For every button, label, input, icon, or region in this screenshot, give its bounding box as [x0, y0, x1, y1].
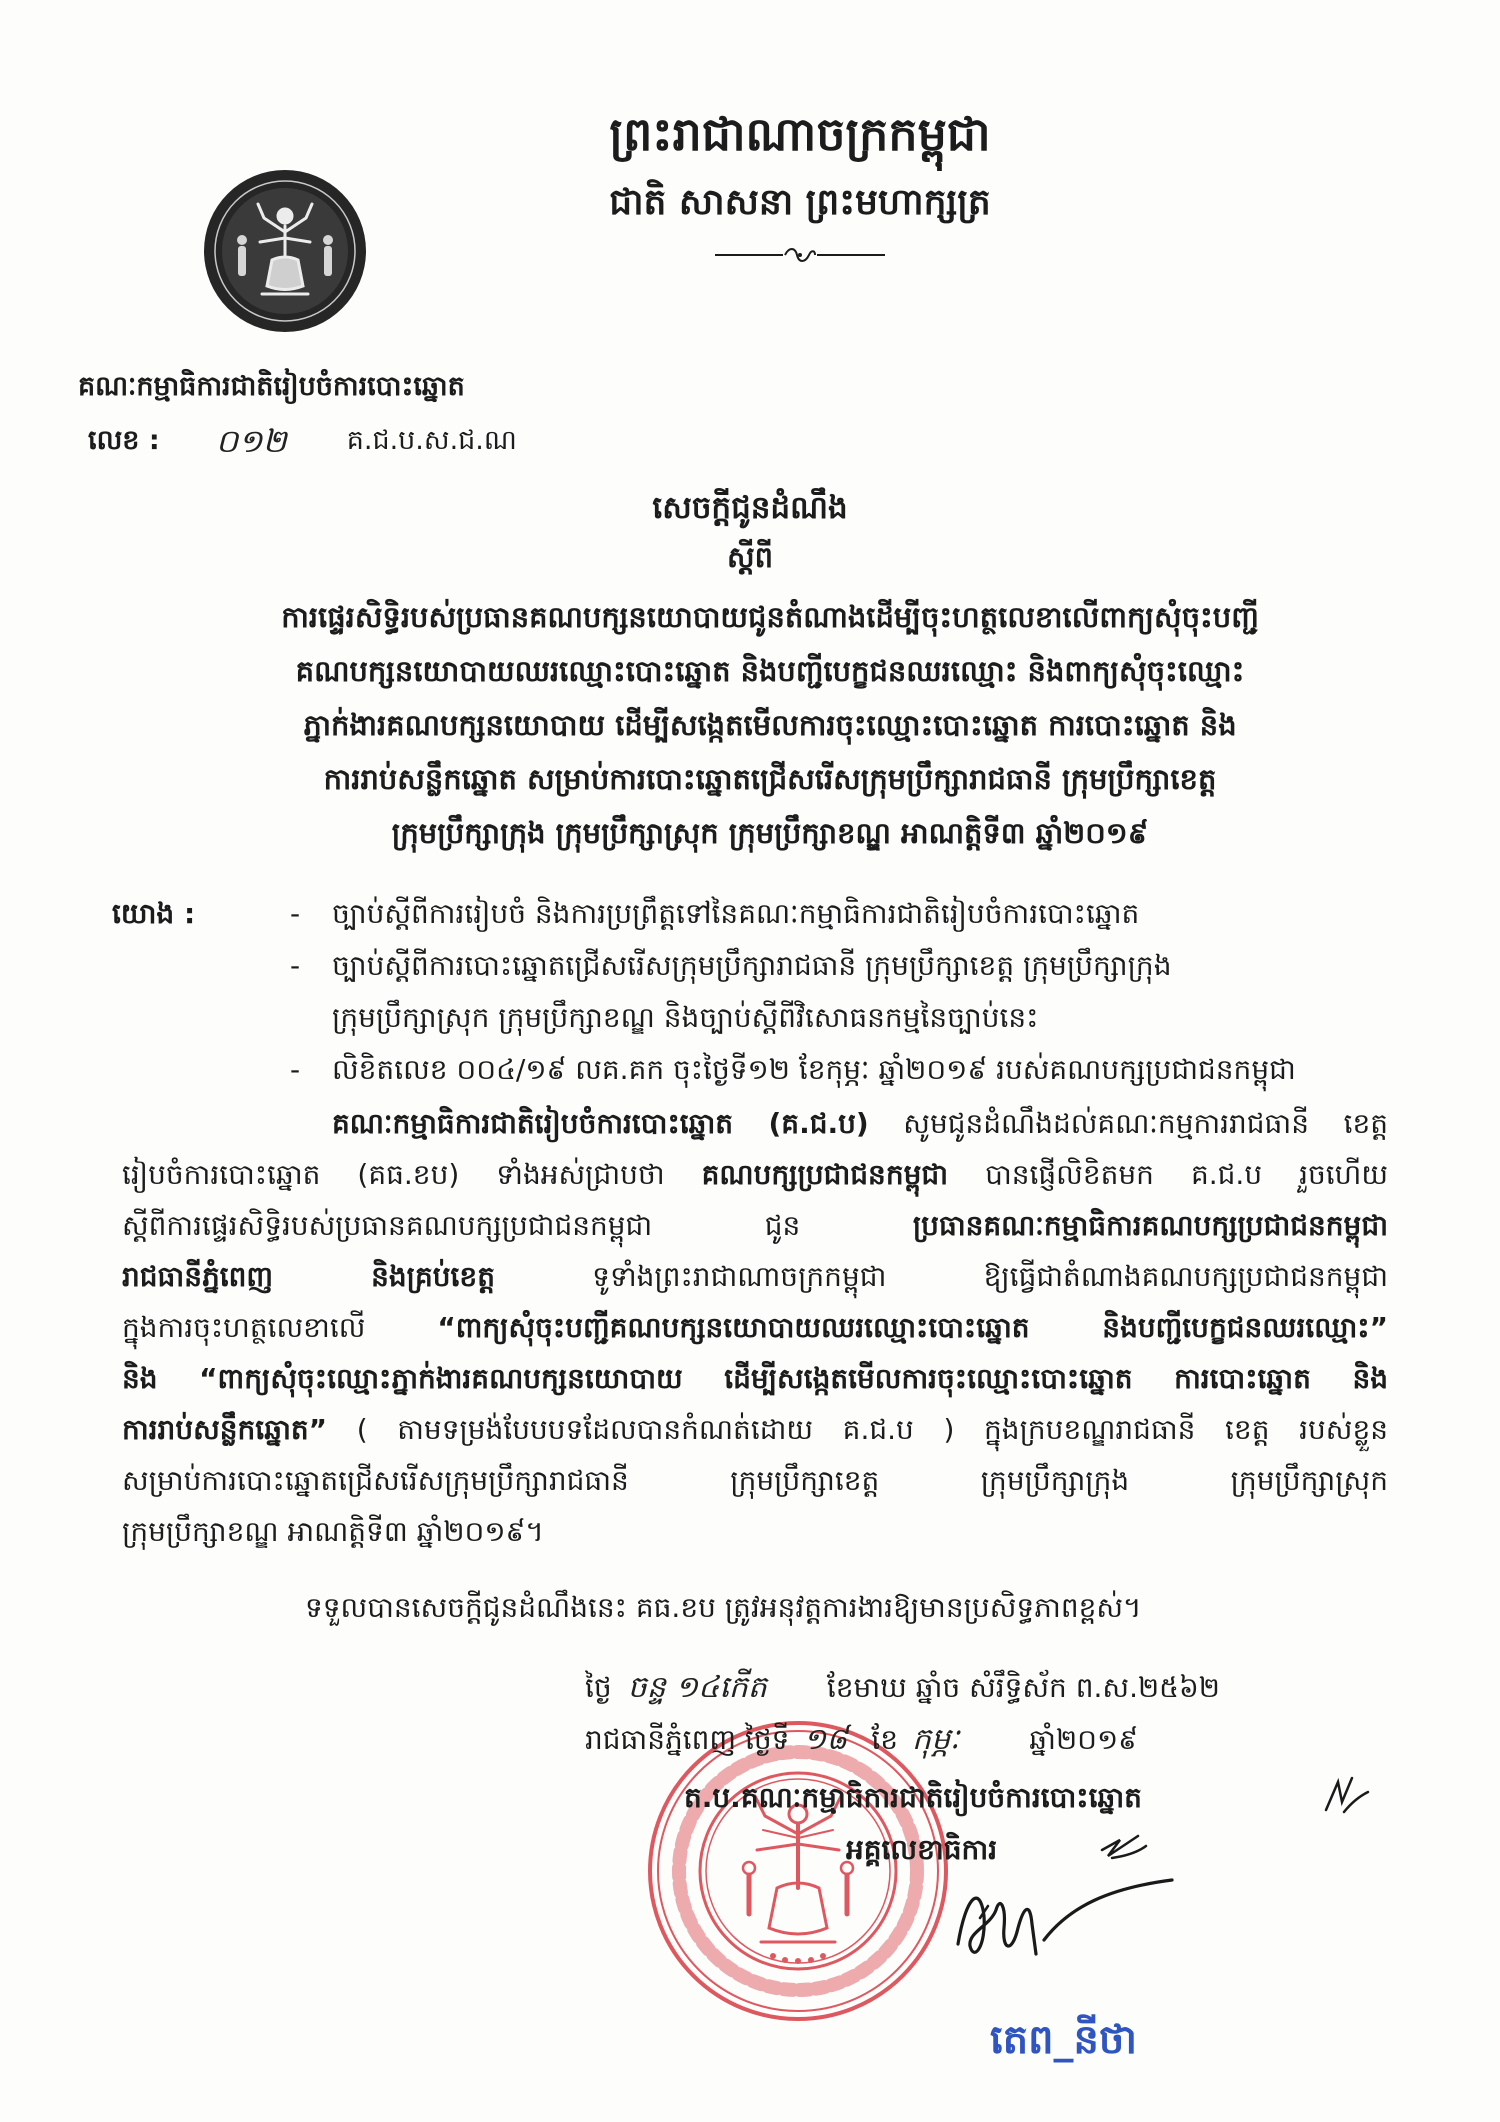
body-line	[122, 1455, 1388, 1506]
body-line	[122, 1404, 1388, 1455]
ornament-divider-icon	[715, 246, 885, 264]
solar-date-line	[585, 1714, 1445, 1766]
body-text: សូមជូនដំណឹងដល់គណៈកម្មការរាជធានី ខេត្ត	[903, 1107, 1388, 1140]
document-number: ០១២	[215, 422, 287, 460]
reference-text: ច្បាប់ស្តីពីការរៀបចំ និងការប្រព្រឹត្តទៅនៃគណៈកម្មាធិការជាតិរៀបចំការបោះឆ្នោត	[332, 897, 1140, 930]
lunar-date-rest: ខែមាឃ ឆ្នាំច សំរឹទ្ធិស័ក ព.ស.២៥៦២	[826, 1671, 1220, 1704]
reference-bullet: -	[290, 949, 301, 982]
body-emphasis: រាជធានីភ្នំពេញ និងគ្រប់ខេត្ត	[122, 1260, 495, 1293]
issuer-name: គណៈកម្មាធិការជាតិរៀបចំការបោះឆ្នោត	[78, 371, 465, 402]
subject-line: ក្រុមប្រឹក្សាក្រុង ក្រុមប្រឹក្សាស្រុក ក្រុមប្រឹក្សាខណ្ឌ អាណត្តិទី៣ ឆ្នាំ២០១៩	[391, 816, 1149, 850]
subject-line: ការរាប់សន្លឹកឆ្នោត សម្រាប់ការបោះឆ្នោតជ្រើសរើសក្រុមប្រឹក្សារាជធានី ក្រុមប្រឹក្សាខេត្ត	[323, 762, 1217, 796]
subject-line: ការផ្ទេរសិទ្ធិរបស់ប្រធានគណបក្សនយោបាយជូនតំណាងដើម្បីចុះហត្ថលេខាលើពាក្យសុំចុះបញ្ជី	[281, 600, 1259, 634]
solar-date-day: ១៨	[803, 1722, 848, 1757]
subject-intro: ស្តីពី	[726, 540, 774, 574]
lunar-date-line	[585, 1662, 1445, 1714]
body-emphasis: និង “ពាក្យសុំចុះឈ្មោះភ្នាក់ងារគណបក្សនយោបាយ ដើម្បីសង្កេតមើលការចុះឈ្មោះបោះឆ្នោត ការបោះឆ្នោត និង	[122, 1362, 1388, 1395]
body-line	[122, 1302, 1388, 1353]
body-line	[122, 1353, 1388, 1404]
kingdom-title: ព្រះរាជាណាចក្រកម្ពុជា	[609, 107, 991, 161]
body-text: រៀបចំការបោះឆ្នោត (គធ.ខប) ទាំងអស់ជ្រាបថា	[122, 1158, 665, 1191]
reference-item	[290, 1044, 1400, 1096]
references-list	[290, 888, 1400, 1098]
reference-code: គ.ជ.ប.ស.ជ.ណ	[346, 425, 517, 456]
body-paragraph	[122, 1098, 1388, 1560]
document-number-line	[88, 414, 588, 468]
reference-text: ក្រុមប្រឹក្សាស្រុក ក្រុមប្រឹក្សាខណ្ឌ និងច្បាប់ស្តីពីវិសោធនកម្មនៃច្បាប់នេះ	[332, 1001, 1039, 1034]
body-emphasis: ការរាប់សន្លឹកឆ្នោត”	[122, 1413, 328, 1446]
national-motto: ជាតិ សាសនា ព្រះមហាក្សត្រ	[609, 182, 991, 223]
signatory-name: តេព_នីថា	[990, 2017, 1137, 2063]
subject-line: គណបក្សនយោបាយឈរឈ្មោះបោះឆ្នោត និងបញ្ជីបេក្ខជនឈរឈ្មោះ និងពាក្យសុំចុះឈ្មោះ	[295, 654, 1245, 688]
subject-block	[160, 590, 1380, 862]
reference-item	[290, 940, 1400, 992]
number-label: លេខ :	[88, 425, 160, 456]
reference-item-continuation	[290, 992, 1400, 1044]
body-text: ក្រុមប្រឹក្សាខណ្ឌ អាណត្តិទី៣ ឆ្នាំ២០១៩។	[122, 1515, 544, 1548]
solar-date-prefix: រាជធានីភ្នំពេញ ថ្ងៃទី	[585, 1723, 790, 1756]
body-text: បានផ្ញើលិខិតមក គ.ជ.ប រួចហើយ	[985, 1158, 1388, 1191]
solar-date-month: កុម្ភៈ	[912, 1722, 960, 1757]
closing-sentence: ទទួលបានសេចក្តីជូនដំណឹងនេះ គធ.ខប ត្រូវអនុវត្តការងារឱ្យមានប្រសិទ្ធភាពខ្ពស់។	[305, 1591, 1142, 1624]
body-emphasis: “ពាក្យសុំចុះបញ្ជីគណបក្សនយោបាយឈរឈ្មោះបោះឆ្នោត និងបញ្ជីបេក្ខជនឈរឈ្មោះ”	[437, 1311, 1388, 1344]
document-heading: សេចក្តីជូនដំណឹង	[652, 490, 848, 526]
initials-mark-icon	[1322, 1772, 1372, 1816]
body-line	[122, 1506, 1388, 1557]
body-line	[122, 1251, 1388, 1302]
body-text: ស្តីពីការផ្ទេរសិទ្ធិរបស់ប្រធានគណបក្សប្រជាជនកម្ពុជា ជូន	[122, 1209, 801, 1242]
reference-item	[290, 888, 1400, 940]
body-text: ទូទាំងព្រះរាជាណាចក្រកម្ពុជា ឱ្យធ្វើជាតំណាងគណបក្សប្រជាជនកម្ពុជា	[592, 1260, 1388, 1293]
reference-text: លិខិតលេខ ០០៤/១៩ លគ.គក ចុះថ្ងៃទី១២ ខែកុម្ភៈ ឆ្នាំ២០១៩ របស់គណបក្សប្រជាជនកម្ពុជា	[332, 1053, 1296, 1086]
handwritten-signature	[940, 1866, 1180, 1976]
body-line	[122, 1098, 1388, 1149]
lunar-date-handwritten: ចន្ទ ១៤កើត	[627, 1670, 767, 1705]
nec-emblem-icon	[200, 166, 370, 336]
reference-text: ច្បាប់ស្តីពីការបោះឆ្នោតជ្រើសរើសក្រុមប្រឹក្សារាជធានី ក្រុមប្រឹក្សាខេត្ត ក្រុមប្រឹក្សាក្រុង	[332, 949, 1172, 982]
signatory-position: អគ្គលេខាធិការ	[846, 1833, 998, 1866]
initials-mark-icon	[1098, 1826, 1150, 1866]
body-text: ( តាមទម្រង់បែបបទដែលបានកំណត់ដោយ គ.ជ.ប ) ក្នុងក្របខណ្ឌរាជធានី ខេត្ត របស់ខ្លួន	[356, 1413, 1388, 1446]
body-emphasis: គណៈកម្មាធិការជាតិរៀបចំការបោះឆ្នោត (គ.ជ.ប)	[332, 1107, 869, 1140]
body-text: ក្នុងការចុះហត្ថលេខាលើ	[122, 1311, 366, 1344]
body-emphasis: គណបក្សប្រជាជនកម្ពុជា	[701, 1158, 949, 1191]
body-text: សម្រាប់ការបោះឆ្នោតជ្រើសរើសក្រុមប្រឹក្សារាជធានី ក្រុមប្រឹក្សាខេត្ត ក្រុមប្រឹក្សាក្រុង ក្រុមប្រឹក្សាស្រុក	[122, 1464, 1388, 1497]
references-label: យោង :	[112, 897, 196, 930]
solar-date-month-label: ខែ	[871, 1723, 899, 1756]
body-line	[122, 1149, 1388, 1200]
lunar-date-prefix: ថ្ងៃ	[585, 1671, 612, 1704]
reference-bullet: -	[290, 1053, 301, 1086]
on-behalf-line: ត.ប.គណៈកម្មាធិការជាតិរៀបចំការបោះឆ្នោត	[684, 1781, 1142, 1814]
subject-line: ភ្នាក់ងារគណបក្សនយោបាយ ដើម្បីសង្កេតមើលការចុះឈ្មោះបោះឆ្នោត ការបោះឆ្នោត និង	[303, 708, 1237, 742]
body-emphasis: ប្រធានគណៈកម្មាធិការគណបក្សប្រជាជនកម្ពុជា	[912, 1209, 1388, 1242]
reference-bullet: -	[290, 897, 301, 930]
solar-date-year: ឆ្នាំ២០១៩	[1029, 1723, 1138, 1756]
body-line	[122, 1200, 1388, 1251]
